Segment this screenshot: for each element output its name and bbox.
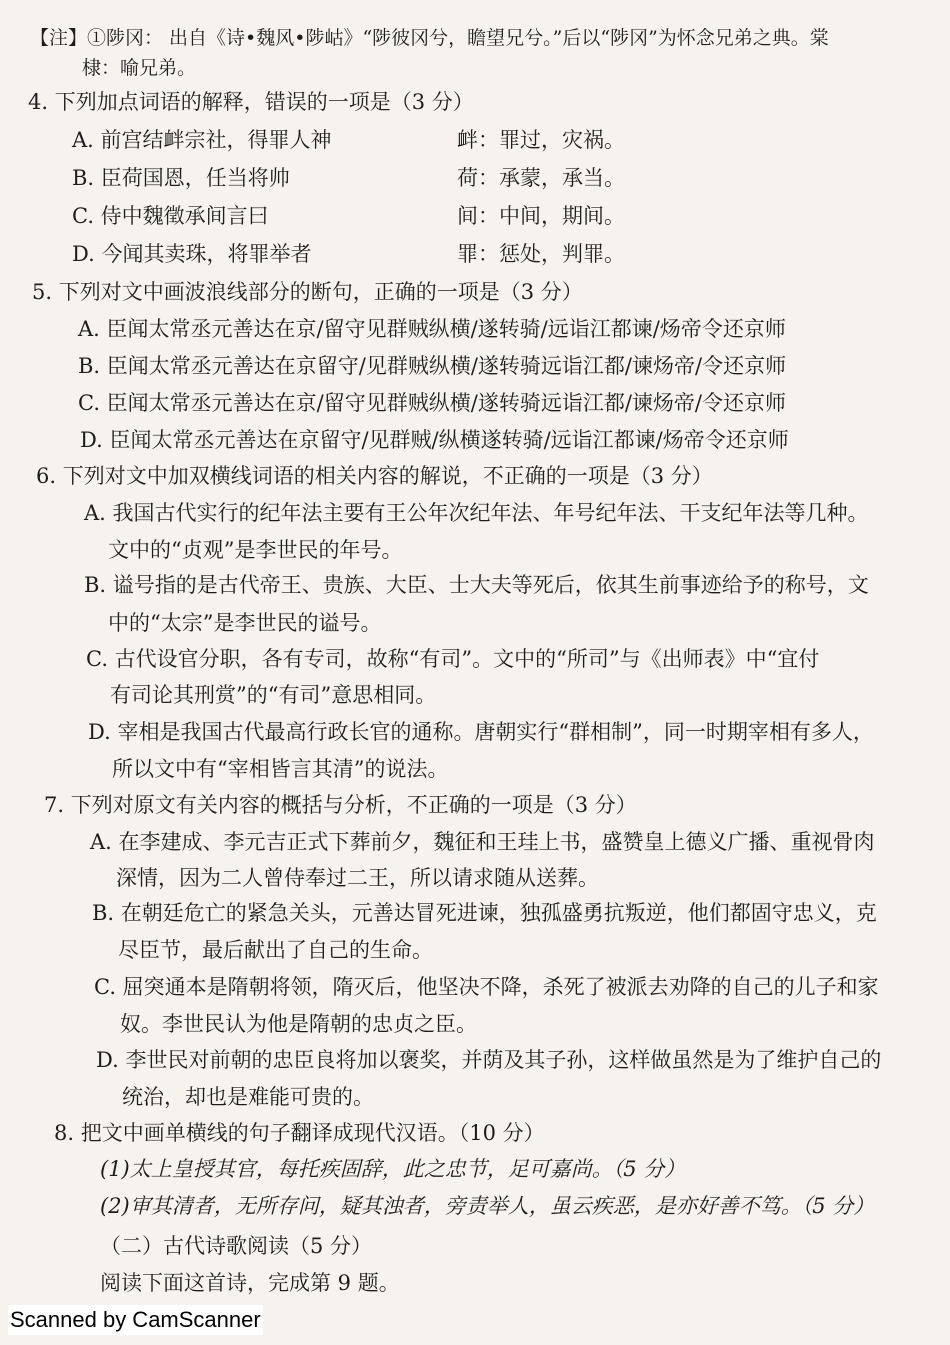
- question-6-line: 中的“太宗”是李世民的谥号。: [108, 611, 382, 635]
- option-gloss: 间：中间，期间。: [457, 204, 625, 228]
- question-6-line: D. 宰相是我国古代最高行政长官的通称。唐朝实行“群相制”，同一时期宰相有多人，: [88, 720, 874, 744]
- question-7-stem: 7. 下列对原文有关内容的概括与分析，不正确的一项是（3 分）: [44, 793, 637, 817]
- option-gloss: 罪：惩处，判罪。: [457, 242, 625, 266]
- question-6-line: 有司论其刑赏”的“有司”意思相同。: [110, 683, 437, 707]
- question-7-line: D. 李世民对前朝的忠臣良将加以褒奖，并荫及其子孙，这样做虽然是为了维护自己的: [96, 1048, 882, 1072]
- question-7-line: B. 在朝廷危亡的紧急关头，元善达冒死进谏，独孤盛勇抗叛逆，他们都固守忠义，克: [92, 901, 877, 925]
- question-6-stem: 6. 下列对文中加双横线词语的相关内容的解说，不正确的一项是（3 分）: [36, 464, 713, 488]
- question-5-option-c: C. 臣闻太常丞元善达在京/留守见群贼纵横/遂转骑远诣江都/谏炀帝/令还京师: [78, 391, 786, 415]
- question-5-option-b: B. 臣闻太常丞元善达在京留守/见群贼纵横/遂转骑远诣江都/谏炀帝/令还京师: [78, 354, 787, 378]
- option-text: D. 今闻其卖珠，将罪举者: [72, 242, 312, 266]
- option-text: B. 臣荷国恩，任当将帅: [72, 166, 290, 190]
- question-7-line: 奴。李世民认为他是隋朝的忠贞之臣。: [120, 1012, 477, 1036]
- question-7-line: A. 在李建成、李元吉正式下葬前夕，魏征和王珪上书，盛赞皇上德义广播、重视骨肉: [90, 830, 875, 854]
- question-7-line: 深情，因为二人曾侍奉过二王，所以请求随从送葬。: [116, 866, 599, 890]
- note-line-1: 【注】①陟冈： 出自《诗•魏风•陟岵》“陟彼冈兮，瞻望兄兮。”后以“陟冈”为怀念兄弟之典。棠: [30, 27, 829, 49]
- question-7-line: 统治，却也是难能可贵的。: [122, 1085, 374, 1109]
- question-7-line: 尽臣节，最后献出了自己的生命。: [118, 938, 433, 962]
- question-8-item-2: (2)审其清者，无所存问，疑其浊者，旁责举人，虽云疾恶，是亦好善不笃。（5 分）: [100, 1194, 875, 1218]
- option-text: A. 前宫结衅宗社，得罪人神: [72, 128, 332, 152]
- question-4-stem: 4. 下列加点词语的解释，错误的一项是（3 分）: [28, 90, 474, 114]
- option-gloss: 衅：罪过，灾祸。: [457, 128, 625, 152]
- note-line-2: 棣：喻兄弟。: [82, 57, 197, 79]
- question-5-option-d: D. 臣闻太常丞元善达在京留守/见群贼/纵横遂转骑/远诣江都谏/炀帝令还京师: [80, 428, 789, 452]
- question-6-line: C. 古代设官分职，各有专司，故称“有司”。文中的“所司”与《出师表》中“宜付: [86, 647, 820, 671]
- option-text: C. 侍中魏徵承间言曰: [72, 204, 269, 228]
- question-7-line: C. 屈突通本是隋朝将领，隋灭后，他坚决不降，杀死了被派去劝降的自己的儿子和家: [94, 975, 879, 999]
- section-2-title: （二）古代诗歌阅读（5 分）: [100, 1234, 373, 1258]
- question-8-stem: 8. 把文中画单横线的句子翻译成现代汉语。（10 分）: [54, 1121, 545, 1145]
- question-6-line: 所以文中有“宰相皆言其清”的说法。: [112, 757, 449, 781]
- question-5-option-a: A. 臣闻太常丞元善达在京/留守见群贼纵横/遂转骑/远诣江都谏/炀帝令还京师: [78, 317, 786, 341]
- question-5-stem: 5. 下列对文中画波浪线部分的断句，正确的一项是（3 分）: [32, 280, 583, 304]
- option-gloss: 荷：承蒙，承当。: [457, 166, 625, 190]
- question-6-line: 文中的“贞观”是李世民的年号。: [108, 538, 403, 562]
- section-2-instruction: 阅读下面这首诗，完成第 9 题。: [100, 1271, 400, 1295]
- question-6-line: B. 谥号指的是古代帝王、贵族、大臣、士大夫等死后，依其生前事迹给予的称号，文: [84, 573, 869, 597]
- question-8-item-1: (1)太上皇授其官，每托疾固辞，此之忠节，足可嘉尚。（5 分）: [100, 1157, 686, 1181]
- question-6-line: A. 我国古代实行的纪年法主要有王公年次纪年法、年号纪年法、干支纪年法等几种。: [84, 501, 869, 525]
- scanner-watermark: Scanned by CamScanner: [8, 1305, 263, 1335]
